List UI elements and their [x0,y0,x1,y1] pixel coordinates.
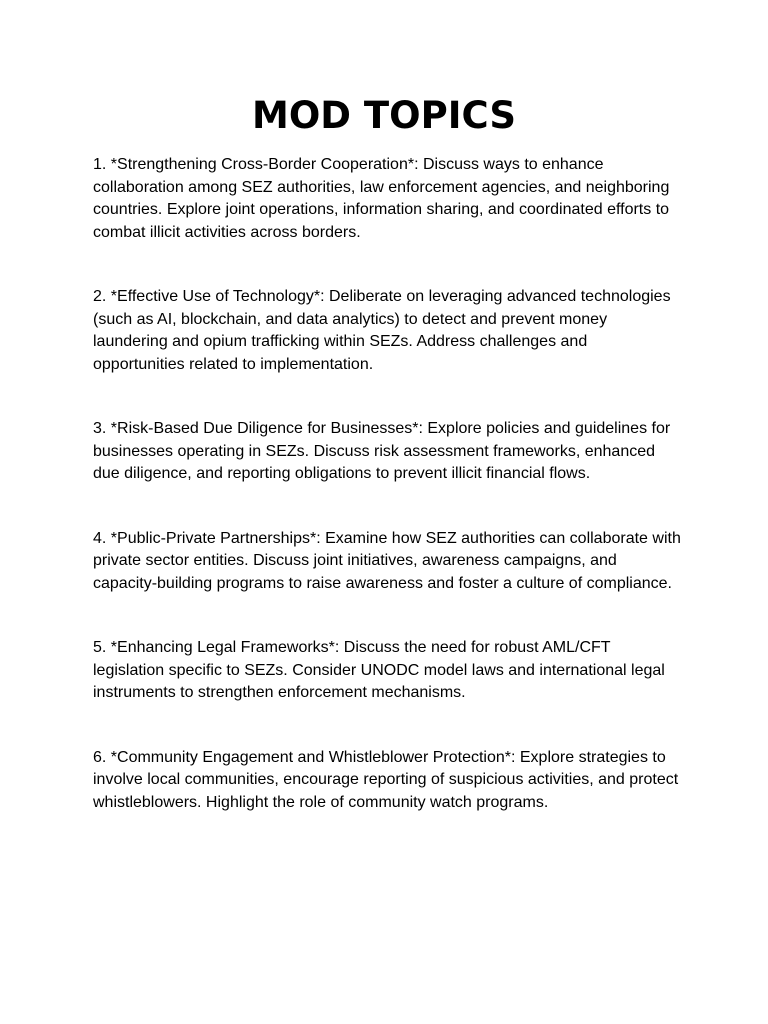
topics-list [93,154,683,856]
topic-item-6: 6. *Community Engagement and Whistleblower Protection*: Explore strategies to involve local communities, encourage reporting of suspicious activities, and protect whistleblowers. Highlight the role of community watch programs. [93,748,679,811]
topic-item-4: 4. *Public-Private Partnerships*: Examine how SEZ authorities can collaborate with private sector entities. Discuss joint initiatives, awareness campaigns, and capacity-building programs to raise awareness and foster a culture of compliance. [93,529,681,592]
topic-item-1: 1. *Strengthening Cross-Border Cooperation*: Discuss ways to enhance collaboration among SEZ authorities, law enforcement agencies, and neighboring countries. Explore joint operations, information sharing, and coordinated efforts to combat illicit activities across borders. [93,156,670,241]
topic-item-5: 5. *Enhancing Legal Frameworks*: Discuss the need for robust AML/CFT legislation specific to SEZs. Consider UNODC model laws and international legal instruments to strengthen enforcement mechanisms. [93,639,665,701]
topic-item-2: 2. *Effective Use of Technology*: Deliberate on leveraging advanced technologies (such as AI, blockchain, and data analytics) to detect and prevent money laundering and opium trafficking within SEZs. Address challenges and opportunities related to implementation. [93,288,671,373]
document-title: MOD TOPICS [252,94,516,137]
topic-item-3: 3. *Risk-Based Due Diligence for Businesses*: Explore policies and guidelines for businesses operating in SEZs. Discuss risk assessment frameworks, enhanced due diligence, and reporting obligations to prevent illicit financial flows. [93,420,671,482]
